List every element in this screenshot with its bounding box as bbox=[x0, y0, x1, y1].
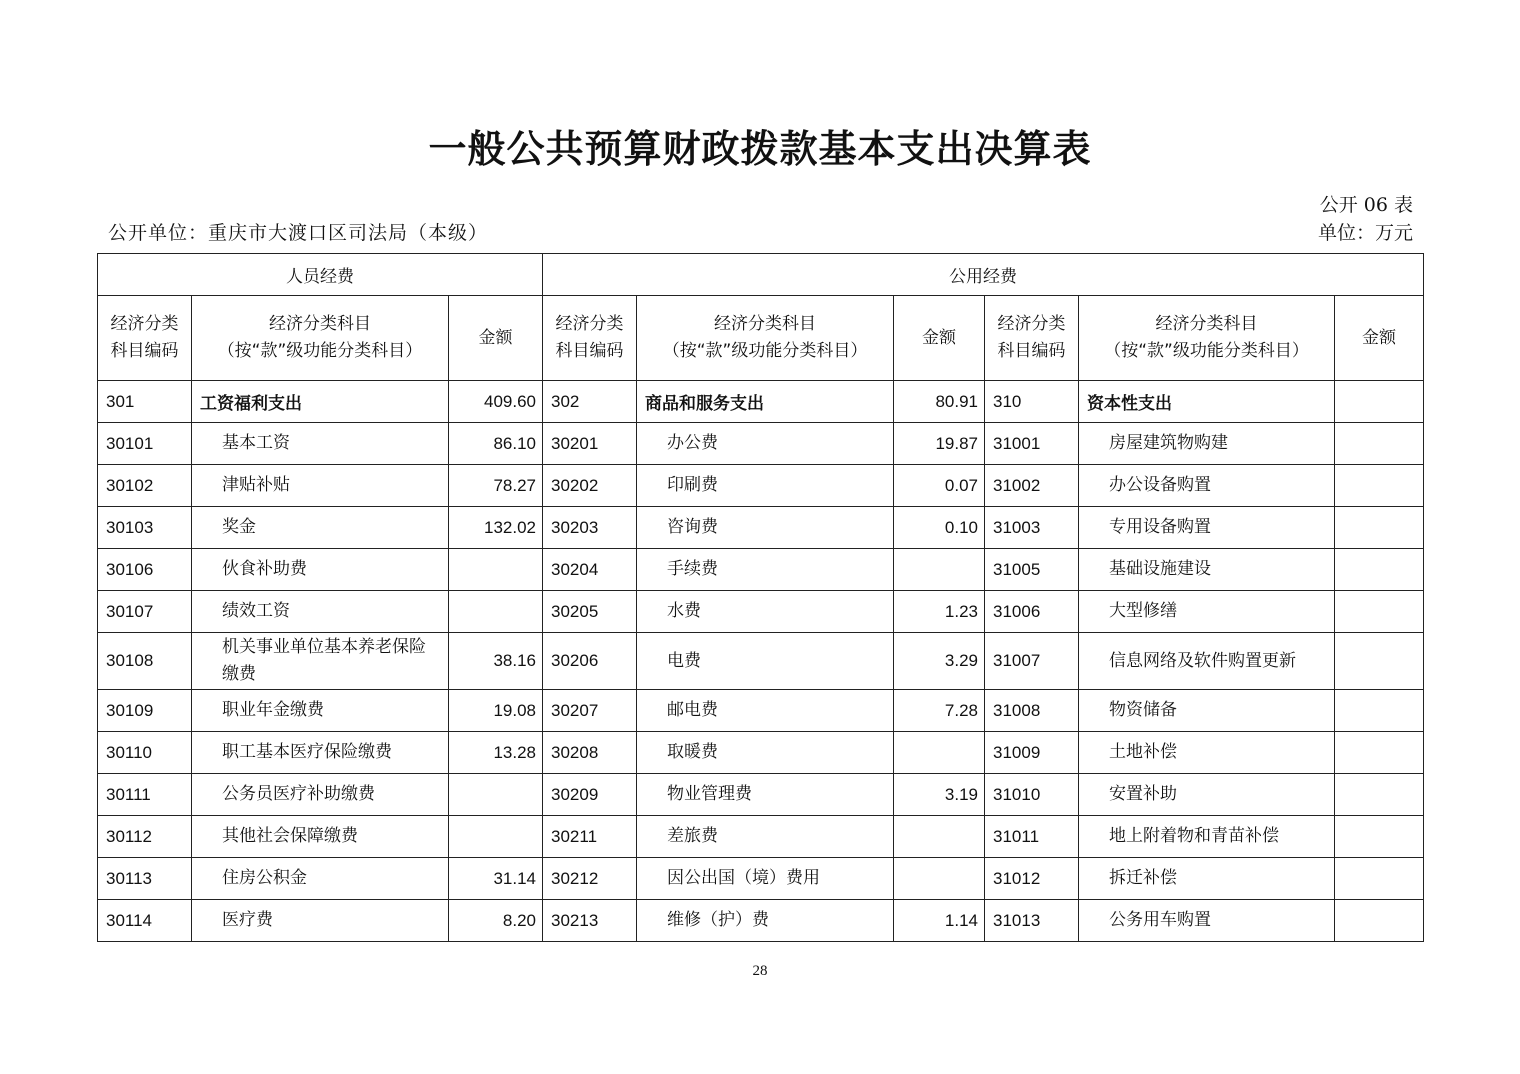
item-code: 30101 bbox=[98, 423, 192, 465]
item-code: 30207 bbox=[543, 690, 637, 732]
item-amount bbox=[1335, 633, 1424, 690]
item-amount bbox=[1335, 900, 1424, 942]
item-name: 公务用车购置 bbox=[1079, 900, 1335, 942]
item-name: 其他社会保障缴费 bbox=[192, 816, 449, 858]
item-amount: 19.87 bbox=[894, 423, 985, 465]
header-amount: 金额 bbox=[449, 296, 543, 381]
item-code: 30113 bbox=[98, 858, 192, 900]
item-code: 30201 bbox=[543, 423, 637, 465]
item-amount bbox=[1335, 591, 1424, 633]
item-code: 31011 bbox=[985, 816, 1079, 858]
table-row bbox=[98, 633, 1424, 690]
item-code: 30108 bbox=[98, 633, 192, 690]
item-code: 30102 bbox=[98, 465, 192, 507]
item-amount: 38.16 bbox=[449, 633, 543, 690]
table-row bbox=[98, 507, 1424, 549]
item-code: 30204 bbox=[543, 549, 637, 591]
item-code: 30203 bbox=[543, 507, 637, 549]
item-amount bbox=[1335, 507, 1424, 549]
item-name: 邮电费 bbox=[637, 690, 894, 732]
item-code: 31003 bbox=[985, 507, 1079, 549]
table-row bbox=[98, 732, 1424, 774]
header-code: 经济分类 科目编码 bbox=[985, 296, 1079, 381]
table-row bbox=[98, 816, 1424, 858]
table-row bbox=[98, 591, 1424, 633]
item-code: 30109 bbox=[98, 690, 192, 732]
item-amount bbox=[449, 591, 543, 633]
header-code: 经济分类 科目编码 bbox=[98, 296, 192, 381]
item-code: 30208 bbox=[543, 732, 637, 774]
header-amount: 金额 bbox=[1335, 296, 1424, 381]
item-name: 住房公积金 bbox=[192, 858, 449, 900]
item-amount: 7.28 bbox=[894, 690, 985, 732]
item-name: 差旅费 bbox=[637, 816, 894, 858]
item-name: 取暖费 bbox=[637, 732, 894, 774]
item-amount: 13.28 bbox=[449, 732, 543, 774]
item-code: 301 bbox=[98, 381, 192, 423]
item-amount bbox=[1335, 381, 1424, 423]
item-code: 30211 bbox=[543, 816, 637, 858]
header-amount: 金额 bbox=[894, 296, 985, 381]
table-row bbox=[98, 423, 1424, 465]
item-amount bbox=[1335, 732, 1424, 774]
item-amount bbox=[1335, 423, 1424, 465]
item-name: 专用设备购置 bbox=[1079, 507, 1335, 549]
item-name: 医疗费 bbox=[192, 900, 449, 942]
item-name: 房屋建筑物购建 bbox=[1079, 423, 1335, 465]
item-amount bbox=[894, 858, 985, 900]
item-name: 职工基本医疗保险缴费 bbox=[192, 732, 449, 774]
item-name: 维修（护）费 bbox=[637, 900, 894, 942]
item-amount: 1.23 bbox=[894, 591, 985, 633]
item-amount bbox=[1335, 858, 1424, 900]
item-name: 手续费 bbox=[637, 549, 894, 591]
item-amount: 132.02 bbox=[449, 507, 543, 549]
item-name: 水费 bbox=[637, 591, 894, 633]
item-amount bbox=[1335, 816, 1424, 858]
item-code: 302 bbox=[543, 381, 637, 423]
item-amount bbox=[449, 816, 543, 858]
item-name: 印刷费 bbox=[637, 465, 894, 507]
item-amount: 19.08 bbox=[449, 690, 543, 732]
table-number: 公开 06 表 bbox=[1319, 194, 1413, 216]
item-name: 绩效工资 bbox=[192, 591, 449, 633]
item-code: 30202 bbox=[543, 465, 637, 507]
item-amount bbox=[449, 549, 543, 591]
item-code: 310 bbox=[985, 381, 1079, 423]
category-name: 资本性支出 bbox=[1079, 381, 1335, 423]
item-code: 31008 bbox=[985, 690, 1079, 732]
item-code: 30103 bbox=[98, 507, 192, 549]
item-amount bbox=[894, 732, 985, 774]
item-amount: 1.14 bbox=[894, 900, 985, 942]
category-name: 工资福利支出 bbox=[192, 381, 449, 423]
item-name: 办公费 bbox=[637, 423, 894, 465]
item-code: 31012 bbox=[985, 858, 1079, 900]
header-name: 经济分类科目 （按“款”级功能分类科目） bbox=[637, 296, 894, 381]
item-name: 物资储备 bbox=[1079, 690, 1335, 732]
item-amount bbox=[449, 774, 543, 816]
page-title: 一般公共预算财政拨款基本支出决算表 bbox=[428, 127, 1092, 171]
item-code: 30212 bbox=[543, 858, 637, 900]
item-amount: 86.10 bbox=[449, 423, 543, 465]
table-row bbox=[98, 858, 1424, 900]
item-name: 奖金 bbox=[192, 507, 449, 549]
category-name: 商品和服务支出 bbox=[637, 381, 894, 423]
item-amount bbox=[894, 549, 985, 591]
item-code: 30209 bbox=[543, 774, 637, 816]
item-name: 公务员医疗补助缴费 bbox=[192, 774, 449, 816]
item-code: 30213 bbox=[543, 900, 637, 942]
item-code: 31005 bbox=[985, 549, 1079, 591]
item-name: 大型修缮 bbox=[1079, 591, 1335, 633]
item-code: 30206 bbox=[543, 633, 637, 690]
item-code: 31006 bbox=[985, 591, 1079, 633]
page-number: 28 bbox=[752, 963, 768, 979]
table-row bbox=[98, 690, 1424, 732]
expenditure-table bbox=[97, 253, 1424, 942]
item-name: 拆迁补偿 bbox=[1079, 858, 1335, 900]
header-name: 经济分类科目 （按“款”级功能分类科目） bbox=[192, 296, 449, 381]
item-name: 办公设备购置 bbox=[1079, 465, 1335, 507]
group-public: 公用经费 bbox=[543, 254, 1424, 296]
table-row bbox=[98, 774, 1424, 816]
item-code: 31002 bbox=[985, 465, 1079, 507]
item-name: 电费 bbox=[637, 633, 894, 690]
item-amount bbox=[1335, 690, 1424, 732]
item-amount: 409.60 bbox=[449, 381, 543, 423]
item-amount: 3.19 bbox=[894, 774, 985, 816]
item-name: 物业管理费 bbox=[637, 774, 894, 816]
item-amount: 0.07 bbox=[894, 465, 985, 507]
item-name: 基本工资 bbox=[192, 423, 449, 465]
item-amount bbox=[1335, 549, 1424, 591]
header-name: 经济分类科目 （按“款”级功能分类科目） bbox=[1079, 296, 1335, 381]
reporting-unit: 公开单位：重庆市大渡口区司法局（本级） bbox=[108, 222, 489, 244]
item-amount bbox=[894, 816, 985, 858]
item-amount bbox=[1335, 465, 1424, 507]
item-amount: 8.20 bbox=[449, 900, 543, 942]
table-row bbox=[98, 381, 1424, 423]
item-code: 30112 bbox=[98, 816, 192, 858]
item-name: 伙食补助费 bbox=[192, 549, 449, 591]
item-name: 职业年金缴费 bbox=[192, 690, 449, 732]
item-code: 31001 bbox=[985, 423, 1079, 465]
item-amount bbox=[1335, 774, 1424, 816]
item-code: 31010 bbox=[985, 774, 1079, 816]
item-amount: 80.91 bbox=[894, 381, 985, 423]
table-row bbox=[98, 549, 1424, 591]
item-name: 因公出国（境）费用 bbox=[637, 858, 894, 900]
item-code: 31013 bbox=[985, 900, 1079, 942]
item-amount: 31.14 bbox=[449, 858, 543, 900]
item-name: 地上附着物和青苗补偿 bbox=[1079, 816, 1335, 858]
table-row bbox=[98, 465, 1424, 507]
item-name: 安置补助 bbox=[1079, 774, 1335, 816]
table-row bbox=[98, 900, 1424, 942]
item-amount: 0.10 bbox=[894, 507, 985, 549]
item-code: 30205 bbox=[543, 591, 637, 633]
currency-unit: 单位：万元 bbox=[1317, 222, 1413, 244]
item-amount: 78.27 bbox=[449, 465, 543, 507]
item-name: 咨询费 bbox=[637, 507, 894, 549]
item-code: 31007 bbox=[985, 633, 1079, 690]
item-name: 基础设施建设 bbox=[1079, 549, 1335, 591]
item-code: 30106 bbox=[98, 549, 192, 591]
item-name: 土地补偿 bbox=[1079, 732, 1335, 774]
item-code: 30114 bbox=[98, 900, 192, 942]
item-name: 津贴补贴 bbox=[192, 465, 449, 507]
item-code: 31009 bbox=[985, 732, 1079, 774]
item-name: 机关事业单位基本养老保险缴费 bbox=[192, 633, 449, 690]
item-code: 30107 bbox=[98, 591, 192, 633]
group-personnel: 人员经费 bbox=[98, 254, 543, 296]
item-code: 30111 bbox=[98, 774, 192, 816]
group-header-row bbox=[98, 254, 1424, 296]
item-amount: 3.29 bbox=[894, 633, 985, 690]
item-name: 信息网络及软件购置更新 bbox=[1079, 633, 1335, 690]
column-header-row bbox=[98, 296, 1424, 381]
header-code: 经济分类 科目编码 bbox=[543, 296, 637, 381]
item-code: 30110 bbox=[98, 732, 192, 774]
